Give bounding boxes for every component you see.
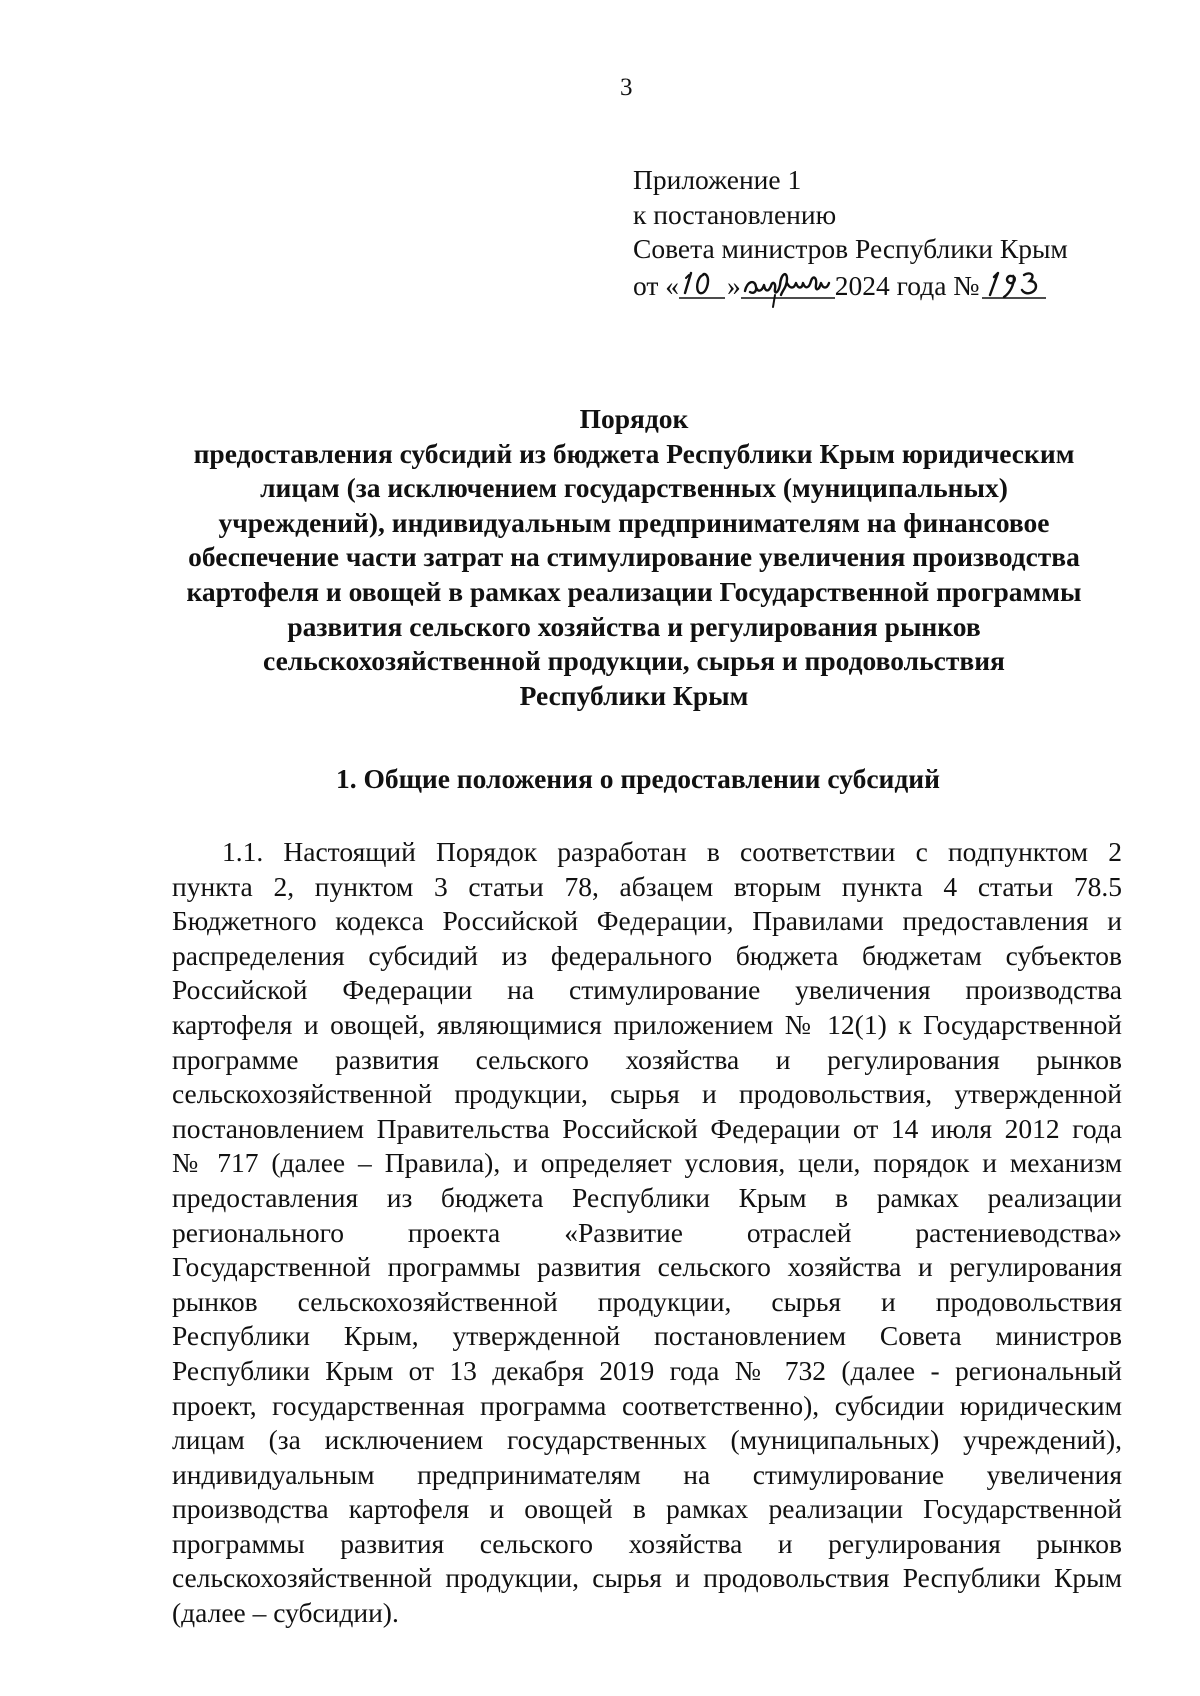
paragraph-line: индивидуальным предпринимателям на стимулирование увеличения bbox=[172, 1458, 1122, 1490]
annex-title: Приложение 1 bbox=[633, 164, 802, 195]
title-line: лицам (за исключением государственных (муниципальных) bbox=[260, 472, 1008, 504]
annex-resolution-label: к постановлению bbox=[633, 198, 837, 230]
title-line: развития сельского хозяйства и регулирования рынков bbox=[287, 610, 981, 642]
handwritten-day-graphic bbox=[679, 267, 727, 301]
handwritten-number bbox=[980, 267, 1046, 301]
title-line: сельскохозяйственной продукции, сырья и продовольствия bbox=[263, 645, 1005, 677]
paragraph-line: рынков сельскохозяйственной продукции, сырья и продовольствия bbox=[172, 1285, 1122, 1317]
annex-date-line bbox=[633, 267, 1068, 304]
paragraph-line: проект, государственная программа соответственно), субсидии юридическим bbox=[172, 1389, 1122, 1421]
title-line: картофеля и овощей в рамках реализации Государственной программы bbox=[186, 575, 1082, 607]
paragraph-line: картофеля и овощей, являющимися приложением № 12(1) к Государственной bbox=[172, 1008, 1122, 1040]
paragraph-1-1 bbox=[172, 835, 1122, 1631]
paragraph-line: Российской Федерации на стимулирование увеличения производства bbox=[172, 974, 1122, 1006]
paragraph-line: программы развития сельского хозяйства и регулирования рынков bbox=[172, 1527, 1122, 1559]
section-heading: 1. Общие положения о предоставлении субсидий bbox=[336, 763, 940, 794]
paragraph-line: сельскохозяйственной продукции, сырья и продовольствия, утвержденной bbox=[172, 1078, 1122, 1110]
paragraph-line: постановлением Правительства Российской Федерации от 14 июля 2012 года bbox=[172, 1112, 1122, 1144]
paragraph-line: Государственной программы развития сельского хозяйства и регулирования bbox=[172, 1251, 1122, 1283]
title-line: предоставления субсидий из бюджета Республики Крым юридическим bbox=[193, 437, 1075, 469]
paragraph-line: регионального проекта «Развитие отраслей растениеводства» bbox=[172, 1216, 1122, 1248]
title-line: обеспечение части затрат на стимулирование увеличения производства bbox=[188, 541, 1080, 573]
paragraph-line: № 717 (далее – Правила), и определяет условия, цели, порядок и механизм bbox=[172, 1147, 1122, 1179]
page-number: 3 bbox=[620, 74, 633, 101]
paragraph-line: сельскохозяйственной продукции, сырья и продовольствия Республики Крым bbox=[172, 1562, 1122, 1594]
document-title bbox=[160, 402, 1108, 713]
paragraph-line: распределения субсидий из федерального бюджета бюджетам субъектов bbox=[172, 939, 1122, 971]
handwritten-day bbox=[679, 267, 727, 301]
paragraph-line: производства картофеля и овощей в рамках реализации Государственной bbox=[172, 1493, 1122, 1525]
annex-issuer: Совета министров Республики Крым bbox=[633, 233, 1068, 265]
paragraph-line: Бюджетного кодекса Российской Федерации, Правилами предоставления и bbox=[172, 905, 1122, 937]
handwritten-number-graphic bbox=[980, 267, 1046, 301]
paragraph-line: пункта 2, пунктом 3 статьи 78, абзацем вторым пункта 4 статьи 78.5 bbox=[172, 870, 1122, 902]
handwritten-month-graphic bbox=[741, 267, 835, 301]
title-line: учреждений), индивидуальным предпринимателям на финансовое bbox=[218, 506, 1050, 538]
paragraph-line: предоставления из бюджета Республики Крым в рамках реализации bbox=[172, 1181, 1122, 1213]
date-prefix: от « bbox=[633, 269, 680, 301]
handwritten-month-signature bbox=[741, 267, 835, 301]
paragraph-line: 1.1. Настоящий Порядок разработан в соответствии с подпунктом 2 bbox=[222, 836, 1122, 867]
paragraph-line: программе развития сельского хозяйства и регулирования рынков bbox=[172, 1043, 1122, 1075]
title-line: Республики Крым bbox=[519, 679, 749, 711]
date-mid: » bbox=[727, 269, 741, 301]
paragraph-line: лицам (за исключением государственных (муниципальных) учреждений), bbox=[172, 1424, 1122, 1456]
title-heading: Порядок bbox=[579, 403, 689, 434]
paragraph-line: (далее – субсидии). bbox=[172, 1597, 399, 1629]
paragraph-line: Республики Крым, утвержденной постановлением Совета министров bbox=[172, 1320, 1122, 1352]
paragraph-line: Республики Крым от 13 декабря 2019 года № 732 (далее - региональный bbox=[172, 1354, 1122, 1386]
date-year: 2024 года № bbox=[834, 269, 980, 301]
annex-block bbox=[633, 163, 1068, 303]
